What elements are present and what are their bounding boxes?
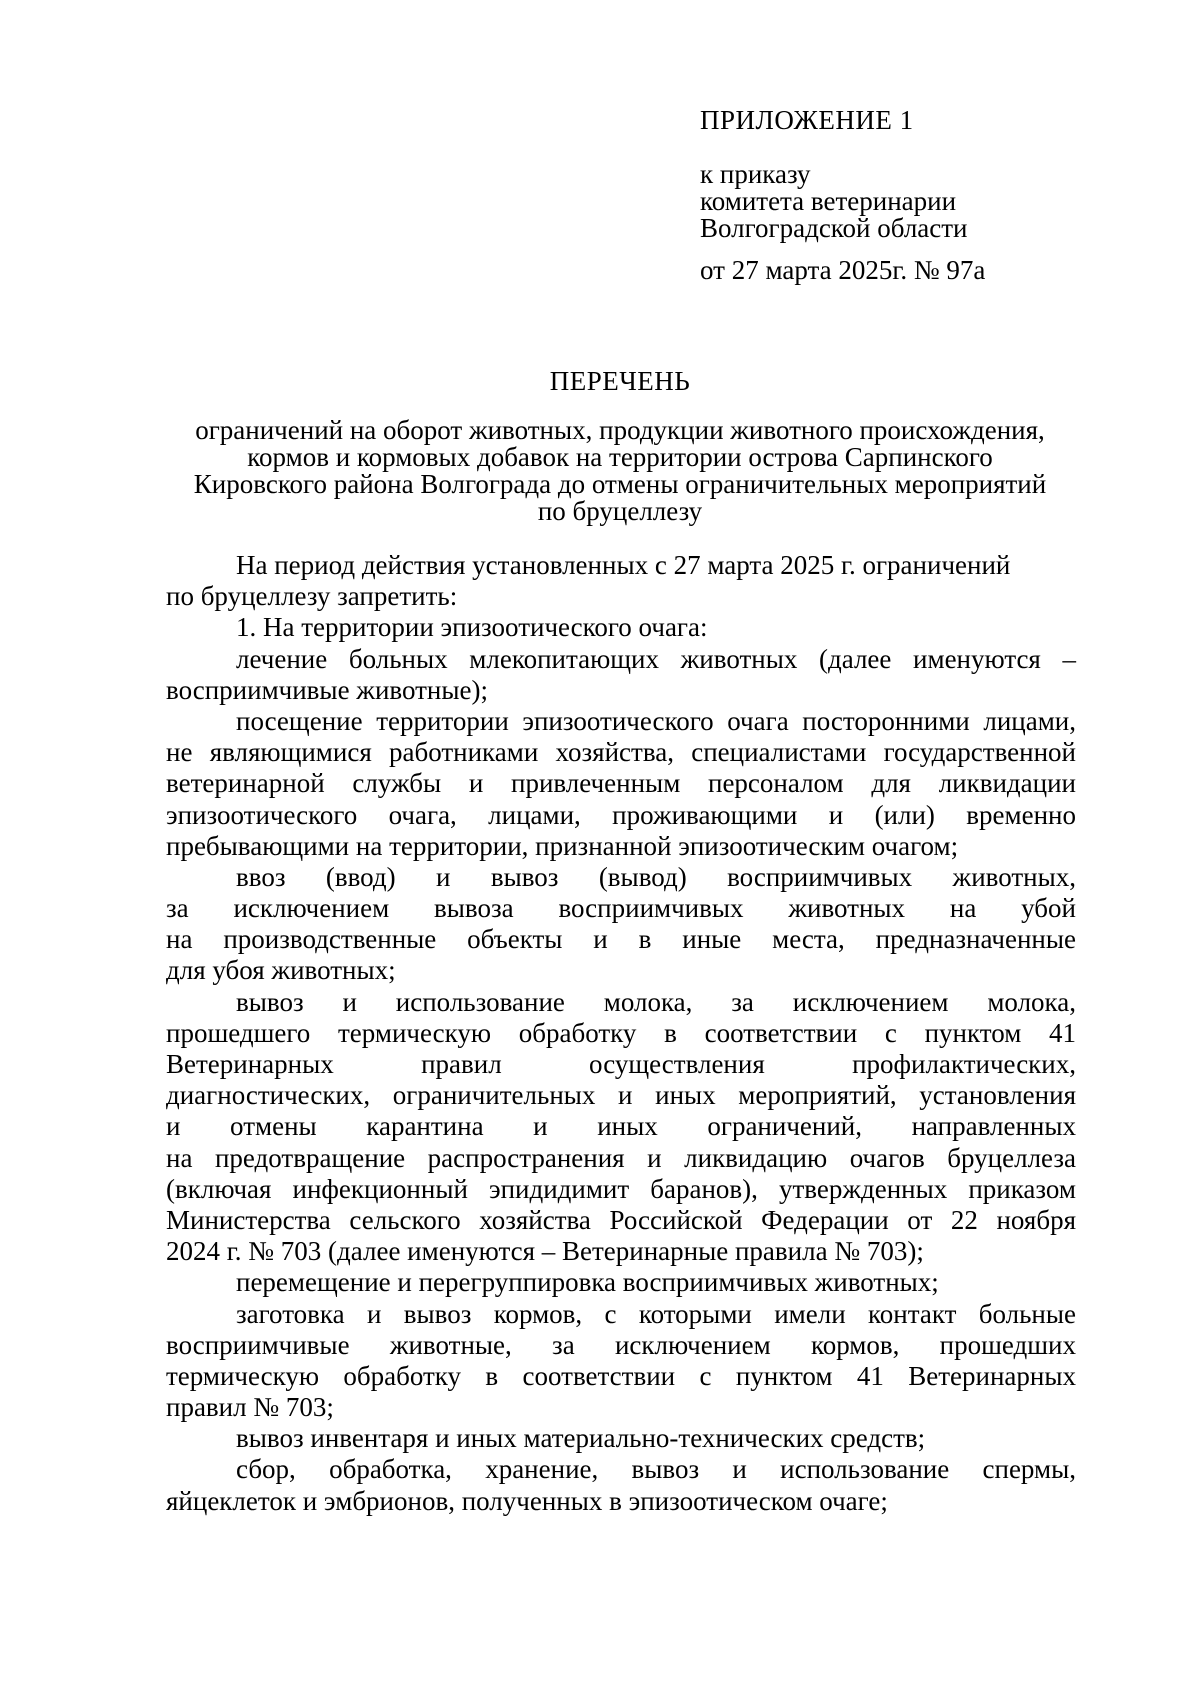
paragraph-line: вывоз и использование молока, за исключением молока, <box>236 986 1076 1017</box>
paragraph-line: 2024 г. № 703 (далее именуются – Ветеринарные правила № 703); <box>166 1236 924 1267</box>
paragraph-line: диагностических, ограничительных и иных мероприятий, установления <box>166 1080 1076 1111</box>
paragraph-line: заготовка и вывоз кормов, с которыми имели контакт больные <box>236 1298 1076 1329</box>
subtitle-line: Кировского района Волгограда до отмены ограничительных мероприятий <box>193 469 1047 499</box>
paragraph-line: (включая инфекционный эпидидимит баранов), утвержденных приказом <box>166 1173 1076 1204</box>
appendix-title: ПРИЛОЖЕНИЕ 1 <box>700 105 914 135</box>
paragraph-line: за исключением вывоза восприимчивых животных на убой <box>166 893 1076 924</box>
document-title: ПЕРЕЧЕНЬ <box>549 366 691 396</box>
paragraph-line: 1. На территории эпизоотического очага: <box>236 612 708 643</box>
paragraph-line: ввоз (ввод) и вывоз (вывод) восприимчивых животных, <box>236 861 1076 892</box>
subtitle-line: по бруцеллезу <box>537 496 703 526</box>
document-subtitle <box>176 417 1064 525</box>
paragraph-line: правил № 703; <box>166 1392 334 1423</box>
order-line: комитета ветеринарии <box>700 186 957 216</box>
paragraph-line: восприимчивые животные, за исключением кормов, прошедших <box>166 1329 1076 1360</box>
paragraph-line: На период действия установленных с 27 марта 2025 г. ограничений <box>236 550 1011 580</box>
paragraph-line: и отмены карантина и иных ограничений, направленных <box>166 1111 1076 1142</box>
paragraph-line: лечение больных млекопитающих животных (далее именуются – <box>236 643 1076 674</box>
order-reference <box>700 161 1120 242</box>
paragraph-line: на предотвращение распространения и ликвидацию очагов бруцеллеза <box>166 1142 1076 1173</box>
paragraph-line: для убоя животных; <box>166 955 396 986</box>
paragraph-line: сбор, обработка, хранение, вывоз и использование спермы, <box>236 1454 1076 1485</box>
paragraph-line: эпизоотического очага, лицами, проживающими и (или) временно <box>166 799 1076 830</box>
order-line: к приказу <box>700 159 811 189</box>
paragraph-line: на производственные объекты и в иные места, предназначенные <box>166 924 1076 955</box>
paragraph-line: термическую обработку в соответствии с пунктом 41 Ветеринарных <box>166 1360 1076 1391</box>
paragraph-line: Министерства сельского хозяйства Российской Федерации от 22 ноября <box>166 1204 1076 1235</box>
order-date: от 27 марта 2025г. № 97а <box>700 255 986 285</box>
subtitle-line: кормов и кормовых добавок на территории острова Сарпинского <box>247 442 993 472</box>
paragraph-line: яйцеклеток и эмбрионов, полученных в эпизоотическом очаге; <box>166 1485 888 1516</box>
document-body <box>166 550 1076 1517</box>
paragraph-line: перемещение и перегруппировка восприимчивых животных; <box>236 1267 939 1298</box>
paragraph-line: вывоз инвентаря и иных материально-технических средств; <box>236 1423 926 1454</box>
paragraph-line: пребывающими на территории, признанной эпизоотическим очагом; <box>166 830 959 861</box>
subtitle-line: ограничений на оборот животных, продукции животного происхождения, <box>195 415 1045 445</box>
paragraph-line: Ветеринарных правил осуществления профилактических, <box>166 1049 1076 1079</box>
paragraph-line: восприимчивые животные); <box>166 674 488 705</box>
paragraph-line: прошедшего термическую обработку в соответствии с пунктом 41 <box>166 1017 1076 1048</box>
paragraph-line: посещение территории эпизоотического очага посторонними лицами, <box>236 705 1076 736</box>
order-line: Волгоградской области <box>700 213 968 243</box>
paragraph-line: ветеринарной службы и привлеченным персоналом для ликвидации <box>166 768 1076 799</box>
paragraph-line: не являющимися работниками хозяйства, специалистами государственной <box>166 737 1076 768</box>
paragraph-line: по бруцеллезу запретить: <box>166 581 458 612</box>
